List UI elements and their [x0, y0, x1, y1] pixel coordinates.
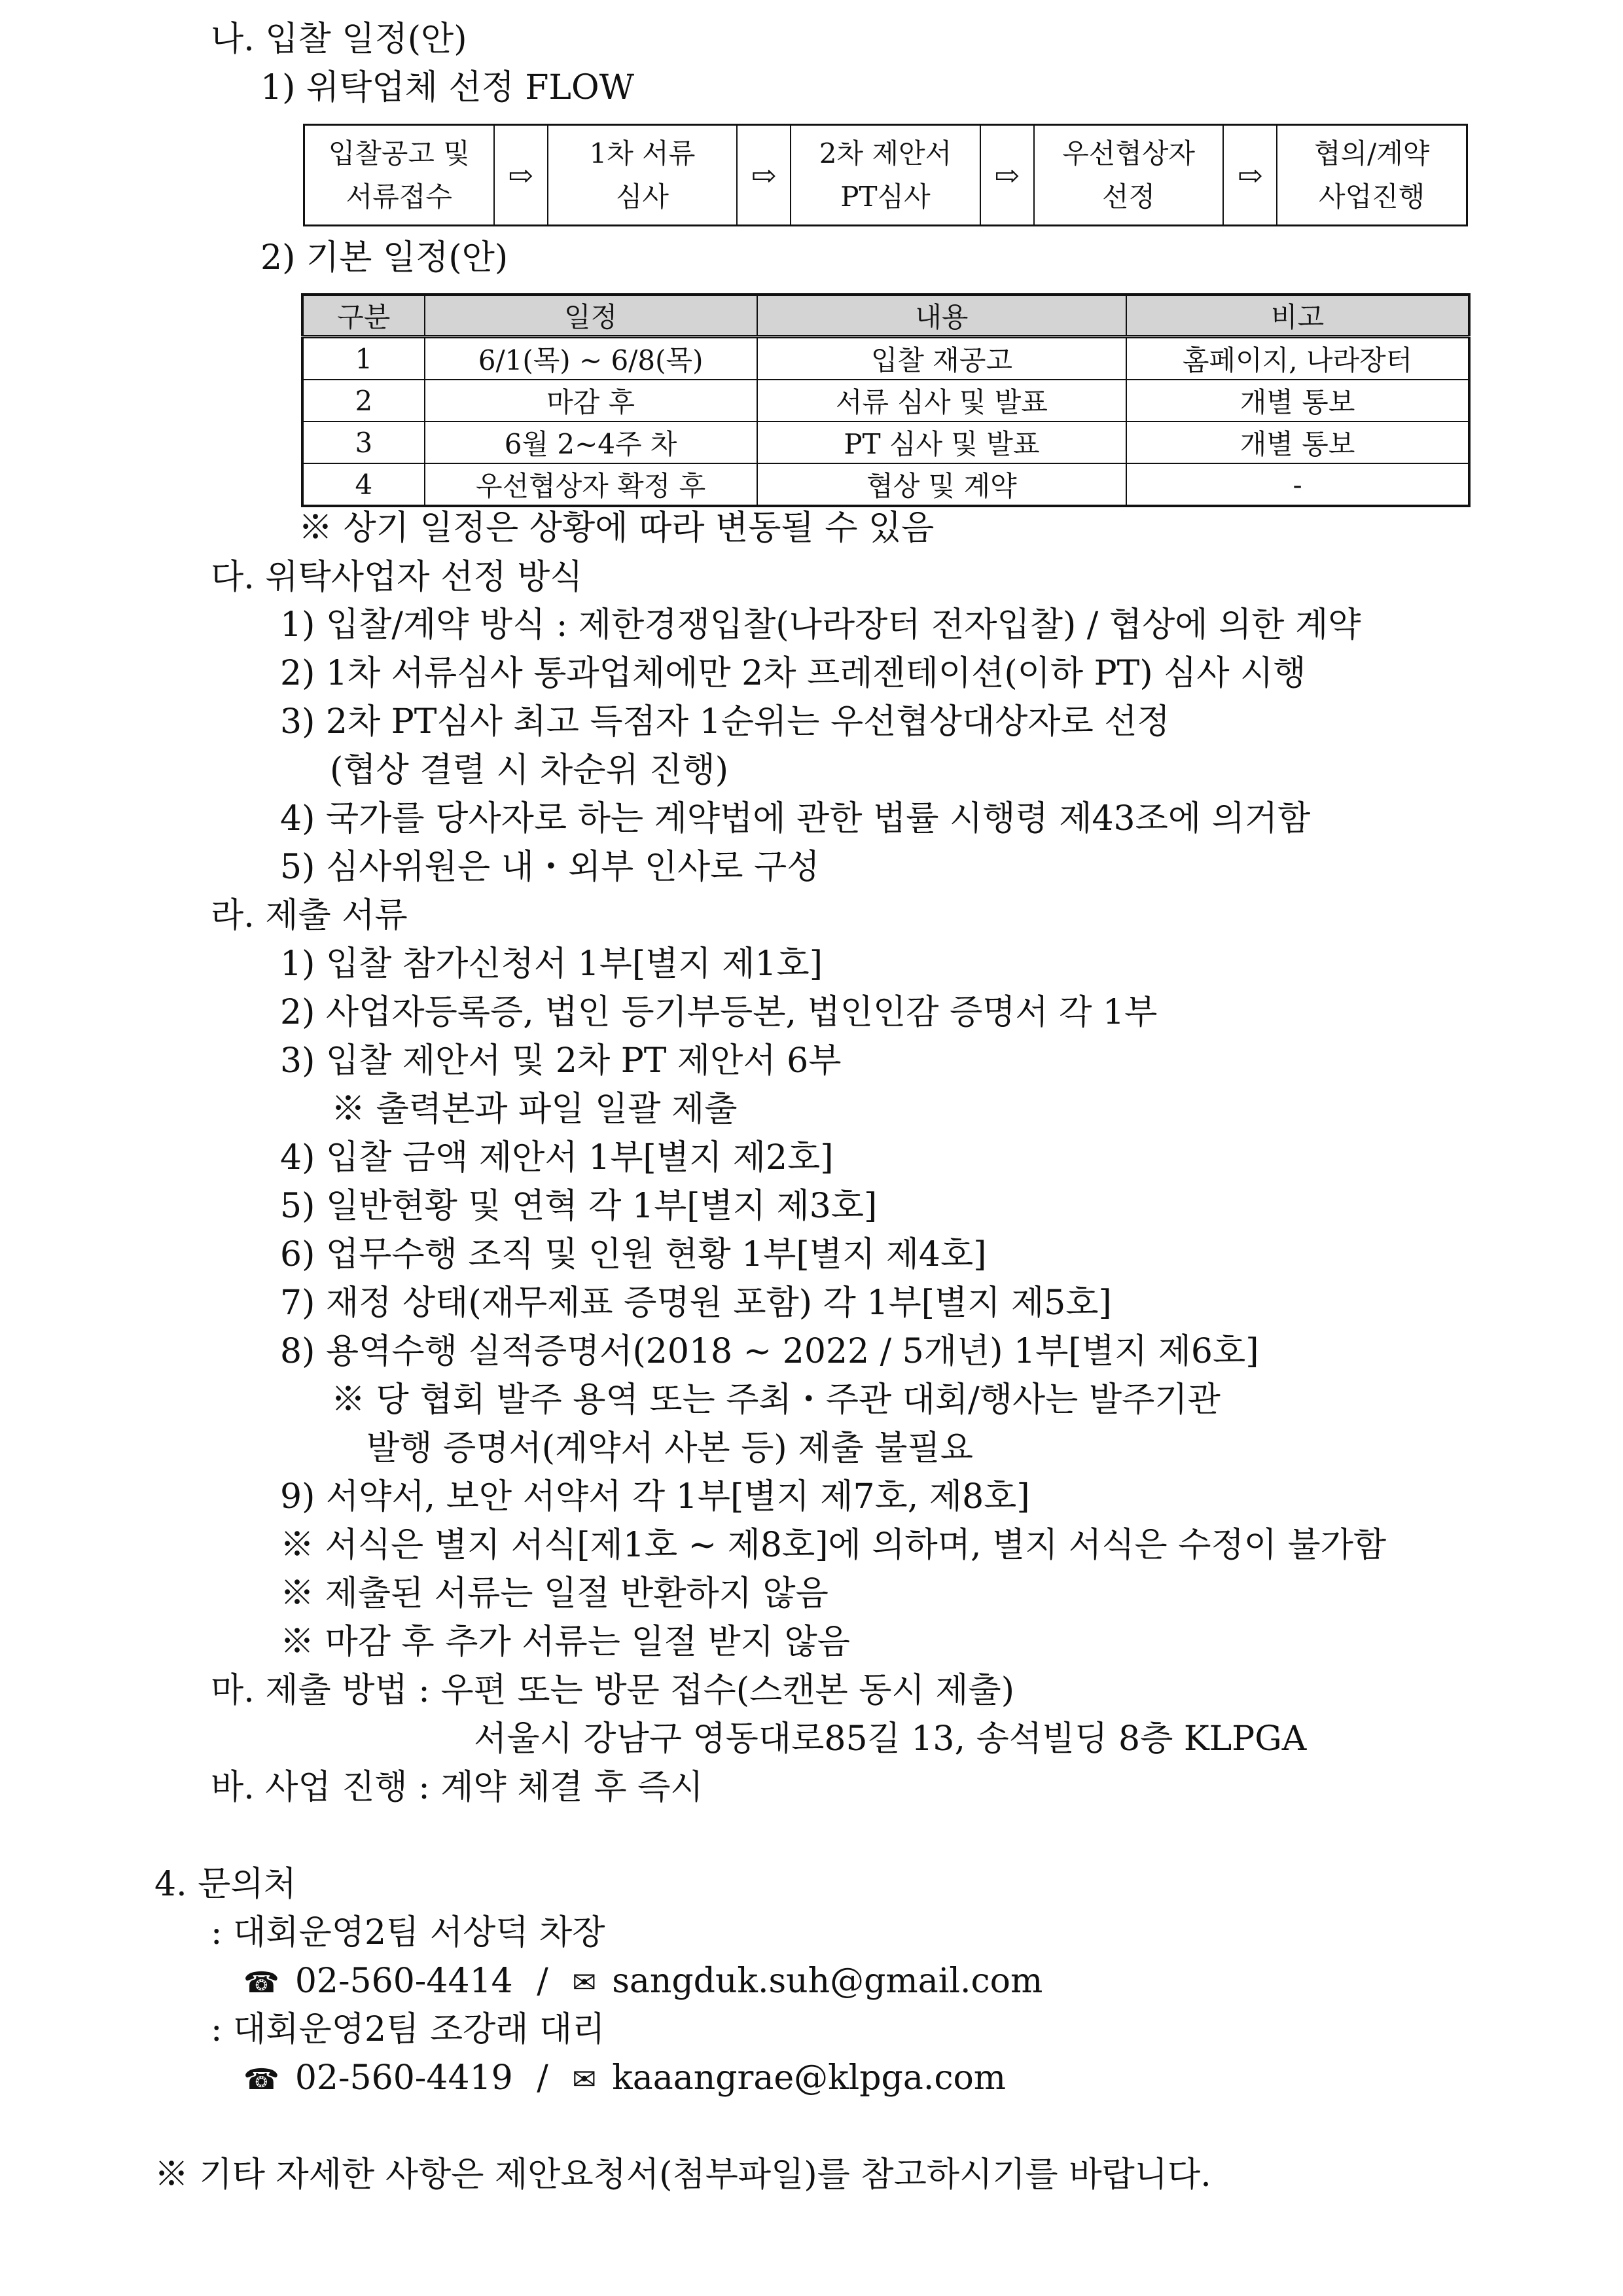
- schedule-note: ※ 상기 일정은 상황에 따라 변동될 수 있음: [298, 509, 935, 548]
- flow-step: 1차 서류 심사: [547, 126, 737, 224]
- list-item: 3) 2차 PT심사 최고 득점자 1순위는 우선협상대상자로 선정: [280, 702, 1170, 742]
- contact-line: [243, 1962, 1043, 2001]
- flow-arrow-icon: ⇨: [980, 126, 1033, 224]
- column-header: 일정: [425, 295, 757, 337]
- flow-step: 입찰공고 및 서류접수: [328, 137, 470, 213]
- table-header-row: [302, 295, 1469, 337]
- column-header: 구분: [302, 295, 425, 337]
- flow-step: 협의/계약 사업진행: [1276, 126, 1466, 224]
- list-item: (협상 결렬 시 차순위 진행): [330, 751, 729, 790]
- flow-step: 2차 제안서 PT심사: [790, 126, 980, 224]
- flow-arrow-icon: ⇨: [493, 126, 547, 224]
- phone-icon: ☎: [243, 2063, 279, 2096]
- table-row: 3 6월 2~4주 차 PT 심사 및 발표 개별 통보: [302, 422, 1469, 463]
- flow-step: 우선협상자 선정: [1033, 126, 1223, 224]
- list-item: 4) 국가를 당사자로 하는 계약법에 관한 법률 시행령 제43조에 의거함: [280, 799, 1311, 838]
- schedule-title: 2) 기본 일정(안): [260, 238, 508, 278]
- list-item: 1) 입찰 참가신청서 1부[별지 제1호]: [280, 944, 823, 984]
- list-item: 1) 입찰/계약 방식 : 제한경쟁입찰(나라장터 전자입찰) / 협상에 의한 계약: [280, 605, 1361, 645]
- column-header: 내용: [757, 295, 1127, 337]
- list-item: 6) 업무수행 조직 및 인원 현황 1부[별지 제4호]: [280, 1235, 987, 1274]
- section-heading-ra: 라. 제출 서류: [211, 896, 408, 935]
- list-item: 3) 입찰 제안서 및 2차 PT 제안서 6부: [280, 1041, 842, 1081]
- contact-name: : 대회운영2팀 서상덕 차장: [211, 1913, 605, 1952]
- section-heading-na: 나. 입찰 일정(안): [211, 20, 467, 59]
- list-item: 5) 일반현황 및 연혁 각 1부[별지 제3호]: [280, 1187, 878, 1226]
- list-item: 7) 재정 상태(재무제표 증명원 포함) 각 1부[별지 제5호]: [280, 1283, 1112, 1323]
- list-item: ※ 출력본과 파일 일괄 제출: [331, 1090, 738, 1129]
- contact-phone[interactable]: 02-560-4414: [294, 1962, 513, 2001]
- flow-arrow-icon: ⇨: [1222, 126, 1276, 224]
- flow-title: 1) 위탁업체 선정 FLOW: [260, 68, 635, 107]
- table-row: 1 6/1(목) ~ 6/8(목) 입찰 재공고 홈페이지, 나라장터: [302, 337, 1469, 380]
- list-item: ※ 제출된 서류는 일절 반환하지 않음: [280, 1574, 829, 1613]
- selection-flow-diagram: [303, 124, 1468, 226]
- section-heading-contact: 4. 문의처: [154, 1865, 296, 1904]
- section-heading-ma: 마. 제출 방법 : 우편 또는 방문 접수(스캔본 동시 제출): [211, 1671, 1015, 1710]
- list-item: ※ 서식은 별지 서식[제1호 ~ 제8호]에 의하며, 별지 서식은 수정이 불가함: [280, 1526, 1387, 1565]
- list-item: 9) 서약서, 보안 서약서 각 1부[별지 제7호, 제8호]: [280, 1477, 1030, 1516]
- separator: /: [537, 1962, 548, 2001]
- contact-name: : 대회운영2팀 조강래 대리: [211, 2010, 605, 2049]
- list-item: 8) 용역수행 실적증명서(2018 ~ 2022 / 5개년) 1부[별지 제6호]: [280, 1332, 1259, 1371]
- list-item: 발행 증명서(계약서 사본 등) 제출 불필요: [366, 1429, 973, 1468]
- phone-icon: ☎: [243, 1966, 279, 2000]
- section-heading-ba: 바. 사업 진행 : 계약 체결 후 즉시: [211, 1768, 704, 1807]
- submission-address: 서울시 강남구 영동대로85길 13, 송석빌딩 8층 KLPGA: [474, 1719, 1307, 1759]
- list-item: 2) 사업자등록증, 법인 등기부등본, 법인인감 증명서 각 1부: [280, 993, 1158, 1032]
- list-item: ※ 마감 후 추가 서류는 일절 받지 않음: [280, 1623, 850, 1662]
- table-row: 4 우선협상자 확정 후 협상 및 계약 -: [302, 463, 1469, 506]
- flow-arrow-icon: ⇨: [736, 126, 790, 224]
- mail-icon: ✉: [572, 2063, 597, 2096]
- contact-phone[interactable]: 02-560-4419: [294, 2058, 513, 2098]
- contact-email[interactable]: sangduk.suh@gmail.com: [612, 1962, 1043, 2001]
- mail-icon: ✉: [572, 1966, 597, 2000]
- table-row: 2 마감 후 서류 심사 및 발표 개별 통보: [302, 380, 1469, 422]
- column-header: 비고: [1126, 295, 1469, 337]
- separator: /: [537, 2058, 548, 2098]
- contact-line: [243, 2058, 1007, 2098]
- list-item: 5) 심사위원은 내・외부 인사로 구성: [280, 848, 820, 887]
- schedule-table: [301, 293, 1471, 507]
- final-note: ※ 기타 자세한 사항은 제안요청서(첨부파일)를 참고하시기를 바랍니다.: [154, 2155, 1211, 2195]
- list-item: 4) 입찰 금액 제안서 1부[별지 제2호]: [280, 1138, 834, 1177]
- contact-email[interactable]: kaaangrae@klpga.com: [612, 2058, 1007, 2098]
- section-heading-da: 다. 위탁사업자 선정 방식: [211, 558, 583, 597]
- list-item: ※ 당 협회 발주 용역 또는 주최・주관 대회/행사는 발주기관: [331, 1380, 1221, 1420]
- list-item: 2) 1차 서류심사 통과업체에만 2차 프레젠테이션(이하 PT) 심사 시행: [280, 654, 1306, 693]
